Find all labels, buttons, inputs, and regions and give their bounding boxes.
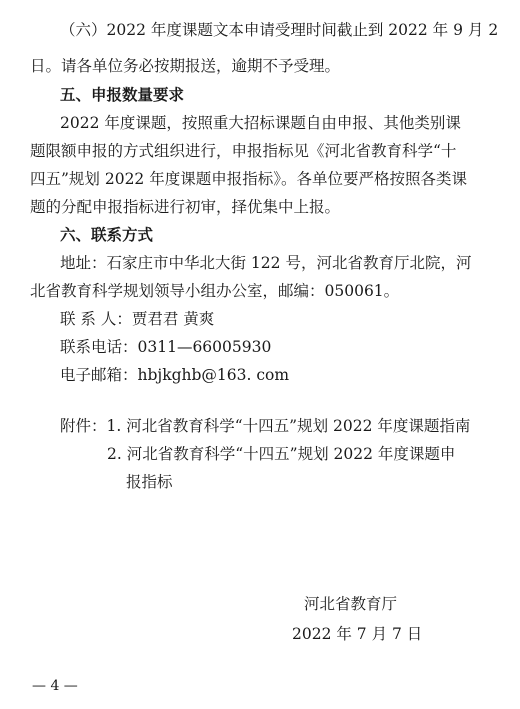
attachment-item-2-cont: 报指标 — [126, 473, 173, 491]
signature-org: 河北省教育厅 — [304, 595, 398, 613]
address-line-2: 北省教育科学规划领导小组办公室，邮编：050061。 — [30, 282, 400, 300]
page-number: — 4 — — [32, 678, 78, 694]
address-line-1: 地址：石家庄市中华北大街 122 号，河北省教育厅北院，河 — [60, 254, 472, 272]
section-6-heading: 六、联系方式 — [60, 226, 154, 244]
signature-date: 2022 年 7 月 7 日 — [292, 625, 423, 643]
attachment-item-1: 附件：1. 河北省教育科学“十四五”规划 2022 年度课题指南 — [60, 417, 471, 435]
contact-phone: 联系电话：0311—66005930 — [60, 338, 272, 356]
section-5-line-4: 题的分配申报指标进行初审，择优集中上报。 — [30, 198, 341, 216]
section-5-heading: 五、申报数量要求 — [60, 86, 185, 104]
section-5-line-1: 2022 年度课题，按照重大招标课题自由申报、其他类别课 — [60, 114, 461, 132]
section-5-line-2: 题限额申报的方式组织进行，申报指标见《河北省教育科学“十 — [30, 142, 457, 160]
attachment-item-2: 2. 河北省教育科学“十四五”规划 2022 年度课题申 — [107, 445, 456, 463]
section-5-line-3: 四五”规划 2022 年度课题申报指标》。各单位要严格按照各类课 — [30, 170, 467, 188]
contact-persons: 联 系 人：贾君君 黄爽 — [60, 310, 215, 328]
paragraph-6-line-1: （六）2022 年度课题文本申请受理时间截止到 2022 年 9 月 2 — [60, 21, 499, 39]
contact-email: 电子邮箱：hbjkghb@163. com — [60, 366, 290, 384]
paragraph-6-line-2: 日。请各单位务必按期报送，逾期不予受理。 — [30, 57, 341, 75]
